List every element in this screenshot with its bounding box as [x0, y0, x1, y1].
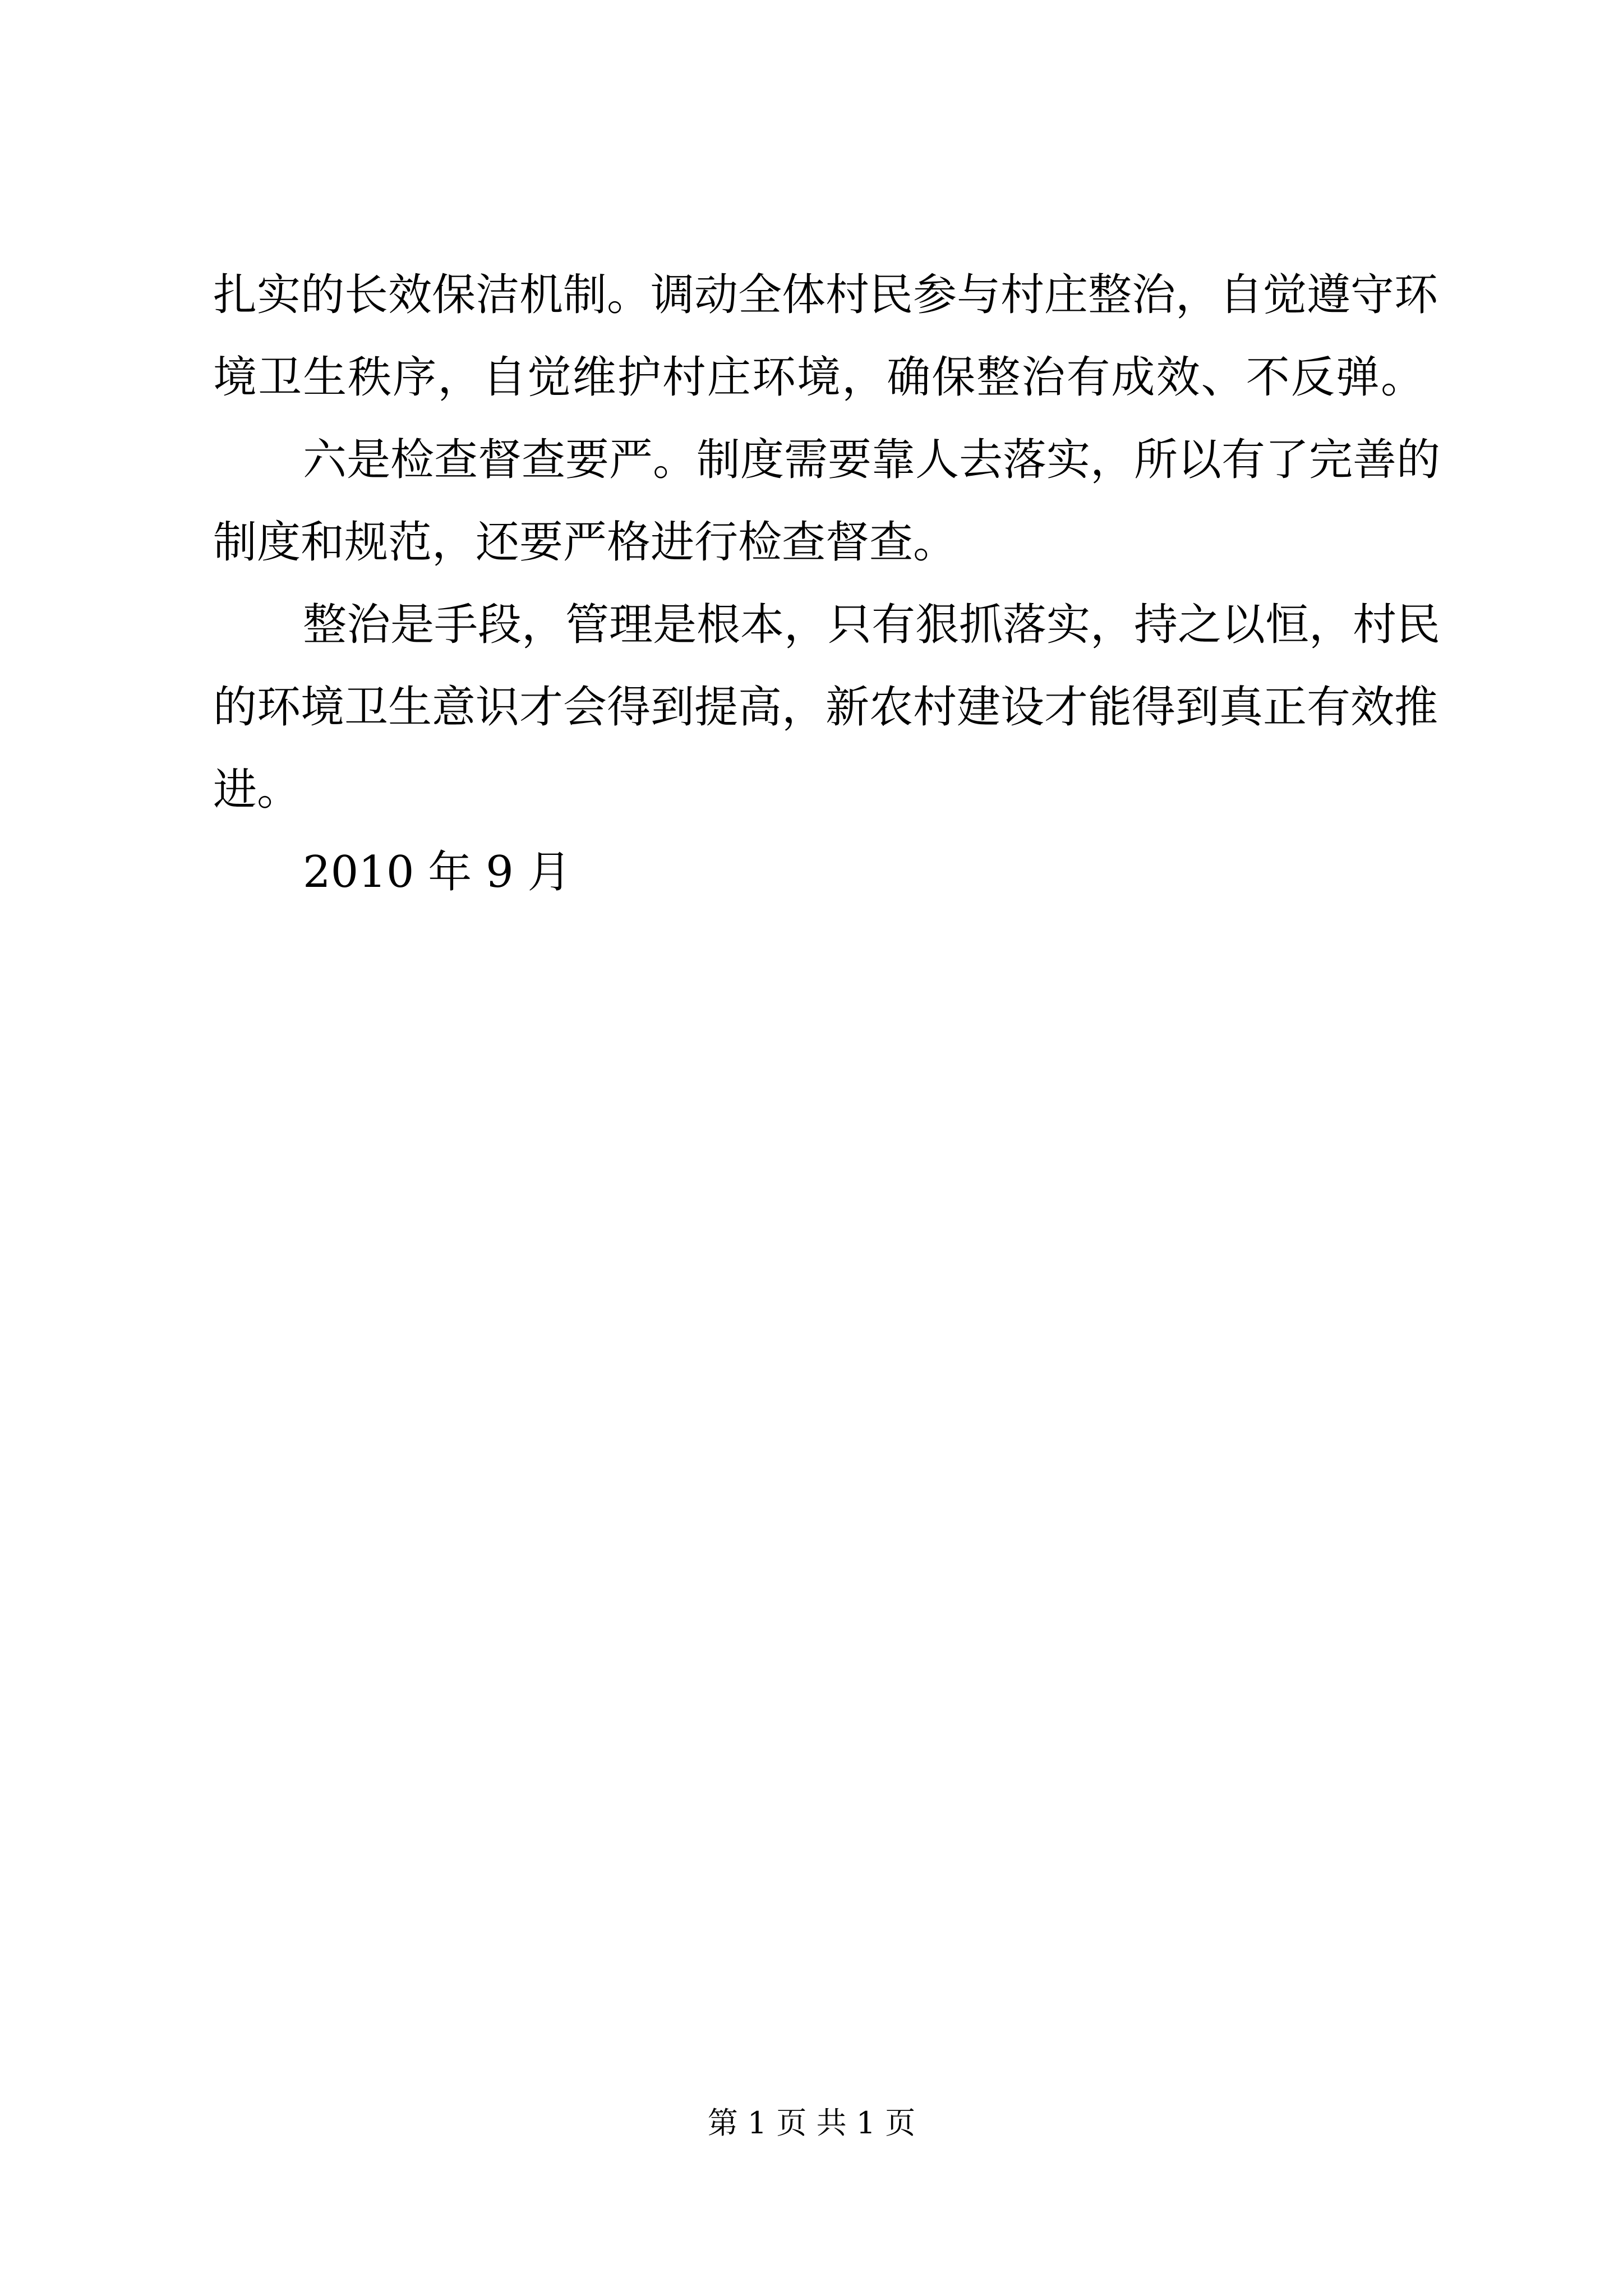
text-line: 六是检查督查要严。制度需要靠人去落实，所以有了完善的 — [303, 435, 1441, 485]
paragraph — [213, 419, 1441, 584]
document-date: 2010 年 9 月 — [303, 847, 571, 898]
text-line: 进。 — [213, 765, 301, 815]
page-footer: 第 1 页 共 1 页 — [707, 2105, 916, 2141]
text-line: 扎实的长效保洁机制。调动全体村民参与村庄整治，自觉遵守环 — [213, 270, 1438, 320]
paragraph — [213, 254, 1438, 419]
text-line: 的环境卫生意识才会得到提高，新农村建设才能得到真正有效推 — [213, 682, 1438, 733]
text-line: 境卫生秩序，自觉维护村庄环境，确保整治有成效、不反弹。 — [213, 352, 1424, 403]
text-line: 整治是手段，管理是根本，只有狠抓落实，持之以恒，村民 — [303, 600, 1441, 650]
document-body — [213, 254, 1441, 914]
paragraph — [213, 584, 1441, 831]
text-line: 制度和规范，还要严格进行检查督查。 — [213, 517, 957, 568]
